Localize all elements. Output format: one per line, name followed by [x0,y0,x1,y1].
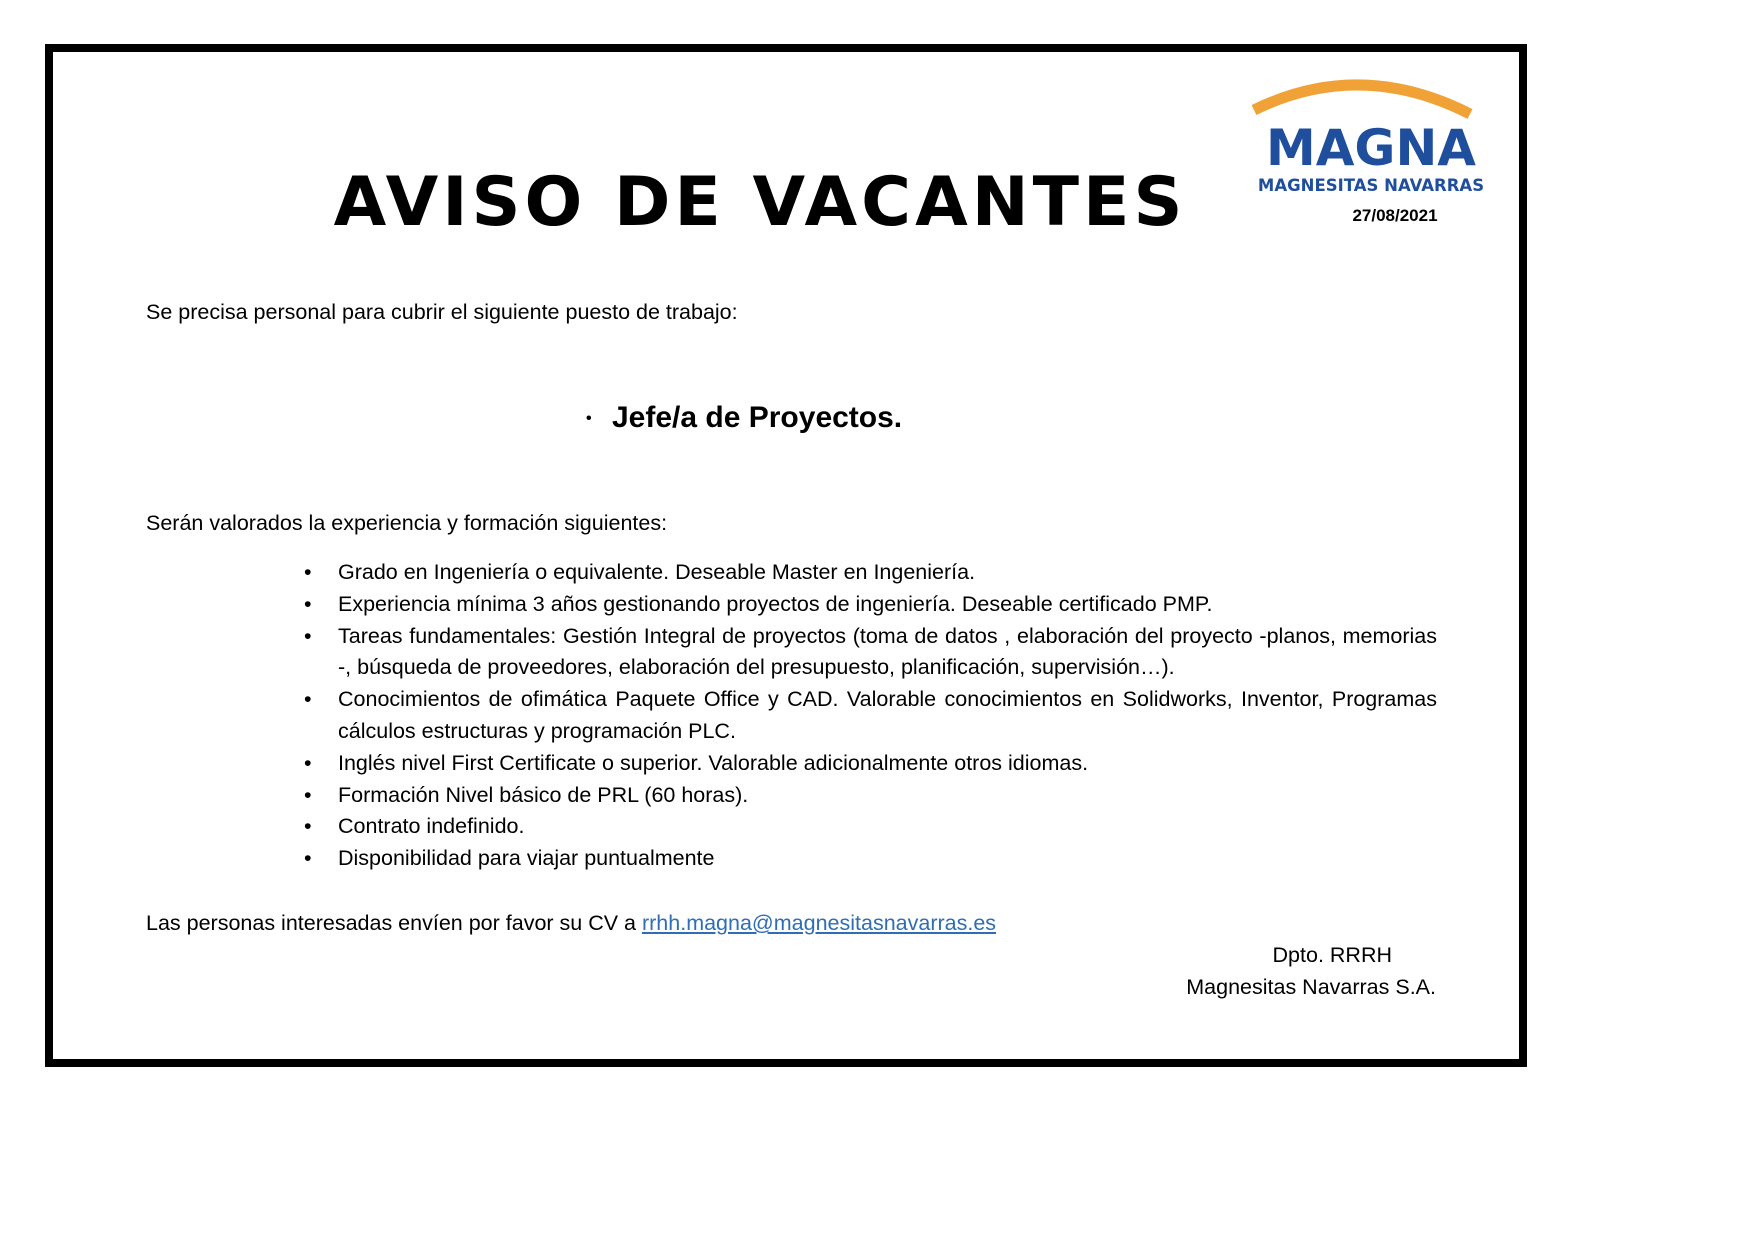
requirement-text: Formación Nivel básico de PRL (60 horas). [338,782,749,807]
requirement-text: Conocimientos de ofimática Paquete Office y CAD. Valorable conocimientos en Solidworks, Inventor, Programas cálculos estructuras y programación PLC. [338,687,1437,743]
signature-department: Dpto. RRRH [1272,943,1392,967]
list-bullet: • [304,687,312,712]
requirements-list [300,557,1437,875]
signature-company: Magnesitas Navarras S.A. [1186,974,1436,999]
list-item [300,811,1437,843]
job-position [586,398,902,439]
list-bullet: • [304,623,312,648]
requirement-text: Contrato indefinido. [338,814,525,839]
contact-text: Las personas interesadas envíen por favor su CV a [146,911,642,935]
requirement-text: Experiencia mínima 3 años gestionando proyectos de ingeniería. Deseable certificado PMP. [338,591,1213,616]
list-item [300,748,1437,780]
position-name: Jefe/a de Proyectos. [612,401,903,434]
list-item [300,557,1437,589]
list-item [300,843,1437,875]
logo-name: MAGNA [1265,119,1477,177]
list-bullet: • [304,782,312,807]
list-bullet: • [304,591,312,616]
logo-subtitle: MAGNESITAS NAVARRAS [1257,176,1485,195]
notice-date: 27/08/2021 [1352,206,1438,225]
signature-block [1100,940,1436,1003]
position-bullet: • [586,410,592,428]
requirement-text: Inglés nivel First Certificate o superior. Valorable adicionalmente otros idiomas. [338,750,1089,775]
list-item [300,621,1437,685]
requirements-intro: Serán valorados la experiencia y formación siguientes: [146,511,668,535]
list-bullet: • [304,846,312,871]
intro-text: Se precisa personal para cubrir el siguiente puesto de trabajo: [146,300,738,324]
contact-line [146,908,996,938]
requirement-text: Grado en Ingeniería o equivalente. Deseable Master en Ingeniería. [338,560,976,584]
list-item [300,780,1437,812]
requirement-text: Disponibilidad para viajar puntualmente [338,846,715,871]
requirement-text: Tareas fundamentales: Gestión Integral de proyectos (toma de datos , elaboración del proyecto -planos, memorias -, búsqueda de proveedores, elaboración del presupuesto, planificación, supervisión…). [338,623,1437,680]
list-item [300,684,1437,748]
list-bullet: • [304,750,312,775]
list-bullet: • [304,560,312,584]
email-link[interactable]: rrhh.magna@magnesitasnavarras.es [641,911,997,935]
list-item [300,589,1437,621]
list-bullet: • [304,814,312,839]
page-title: AVISO DE VACANTES [333,163,1187,242]
